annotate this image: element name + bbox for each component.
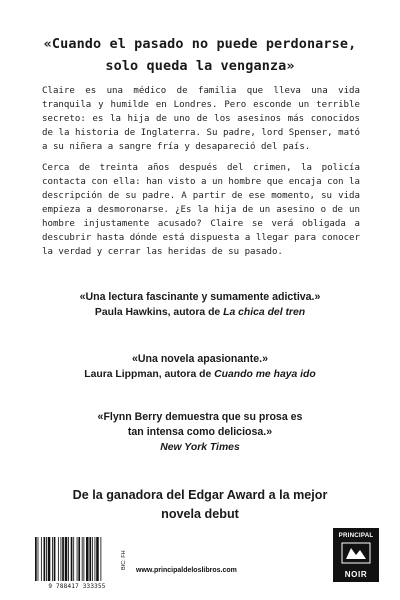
barcode-bar [71,537,73,581]
quote-attribution [20,440,380,455]
barcode-bar [92,537,93,581]
barcode-bar [78,537,80,581]
barcode-bar [41,537,42,581]
barcode-bar [68,537,69,581]
barcode-bar [86,537,89,581]
barcode-bar [62,537,64,581]
barcode-bar [95,537,96,581]
review-quote-3 [20,410,380,455]
barcode-bar [61,537,62,581]
quote-text: «Una lectura fascinante y sumamente adictiva.» [79,291,321,303]
isbn-barcode [34,537,120,581]
barcode-bar [54,537,56,581]
back-cover-tagline [0,33,400,77]
tagline-line-2: solo queda la venganza» [105,58,295,74]
award-line-1: De la ganadora del Edgar Award a la mejor [72,488,328,502]
award-statement [30,486,370,524]
quote-work: Cuando me haya ido [214,369,316,380]
review-quote-1 [20,290,380,320]
logo-mark-icon [341,542,371,564]
tagline-line-1: «Cuando el pasado no puede perdonarse, [43,36,357,52]
quote-attribution [20,367,380,382]
award-line-2: novela debut [161,507,239,521]
logo-top-text: PRINCIPAL [338,532,374,539]
quote-work: New York Times [160,442,240,453]
review-quote-2 [20,352,380,382]
barcode-bar [46,537,47,581]
quote-work: La chica del tren [223,307,306,318]
barcode-bar [96,537,99,581]
barcode-bars [34,537,120,581]
publisher-logo [333,528,379,582]
quote-text-line-1: «Flynn Berry demuestra que su prosa es [97,411,303,423]
barcode-bar [82,537,83,581]
barcode-bar [65,537,68,581]
barcode-bar [35,537,37,581]
barcode-bar [52,537,53,581]
quote-text: «Una novela apasionante.» [131,353,268,365]
isbn-number: 9 788417 333355 [48,583,106,590]
quote-text-line-2: tan intensa como deliciosa.» [127,426,273,438]
bic-code: BIC: FH [121,550,127,570]
barcode-bar [58,537,59,581]
barcode-bar [89,537,91,581]
barcode-bar [44,537,46,581]
barcode-bar [38,537,39,581]
barcode-bar [73,537,74,581]
quote-attribution [20,305,380,320]
barcode-bar [48,537,51,581]
publisher-website: www.principaldeloslibros.com [136,567,237,574]
barcode-bar [77,537,78,581]
barcode-bar [100,537,101,581]
synopsis-paragraph-2: Cerca de treinta años después del crimen, la policía contacta con ella: han visto a un hombre que encaja con la descripción de su padre. A partir de ese momento, su vida empieza a desmoronarse. ¿Es la hija de un asesino o de un hombre injustamente acusado? Claire se verá obligada a descubrir hasta dónde está dispuesta a llegar para conocer la verdad y cerrar las heridas de su pasado. [42,163,360,257]
quote-author: Paula Hawkins, autora de [94,307,221,318]
quote-author: Laura Lippman, autora de [84,369,212,380]
barcode-bar [83,537,84,581]
synopsis-paragraph-1: Claire es una médico de familia que lleva una vida tranquila y humilde en Londres. Pero esconde un terrible secreto: es la hija de uno de los asesinos más conocidos de la historia de Inglaterra. Su padre, lord Spenser, mató a su niñera a sangre fría y desapareció del país. [42,86,360,152]
logo-bottom-text: NOIR [344,570,368,579]
